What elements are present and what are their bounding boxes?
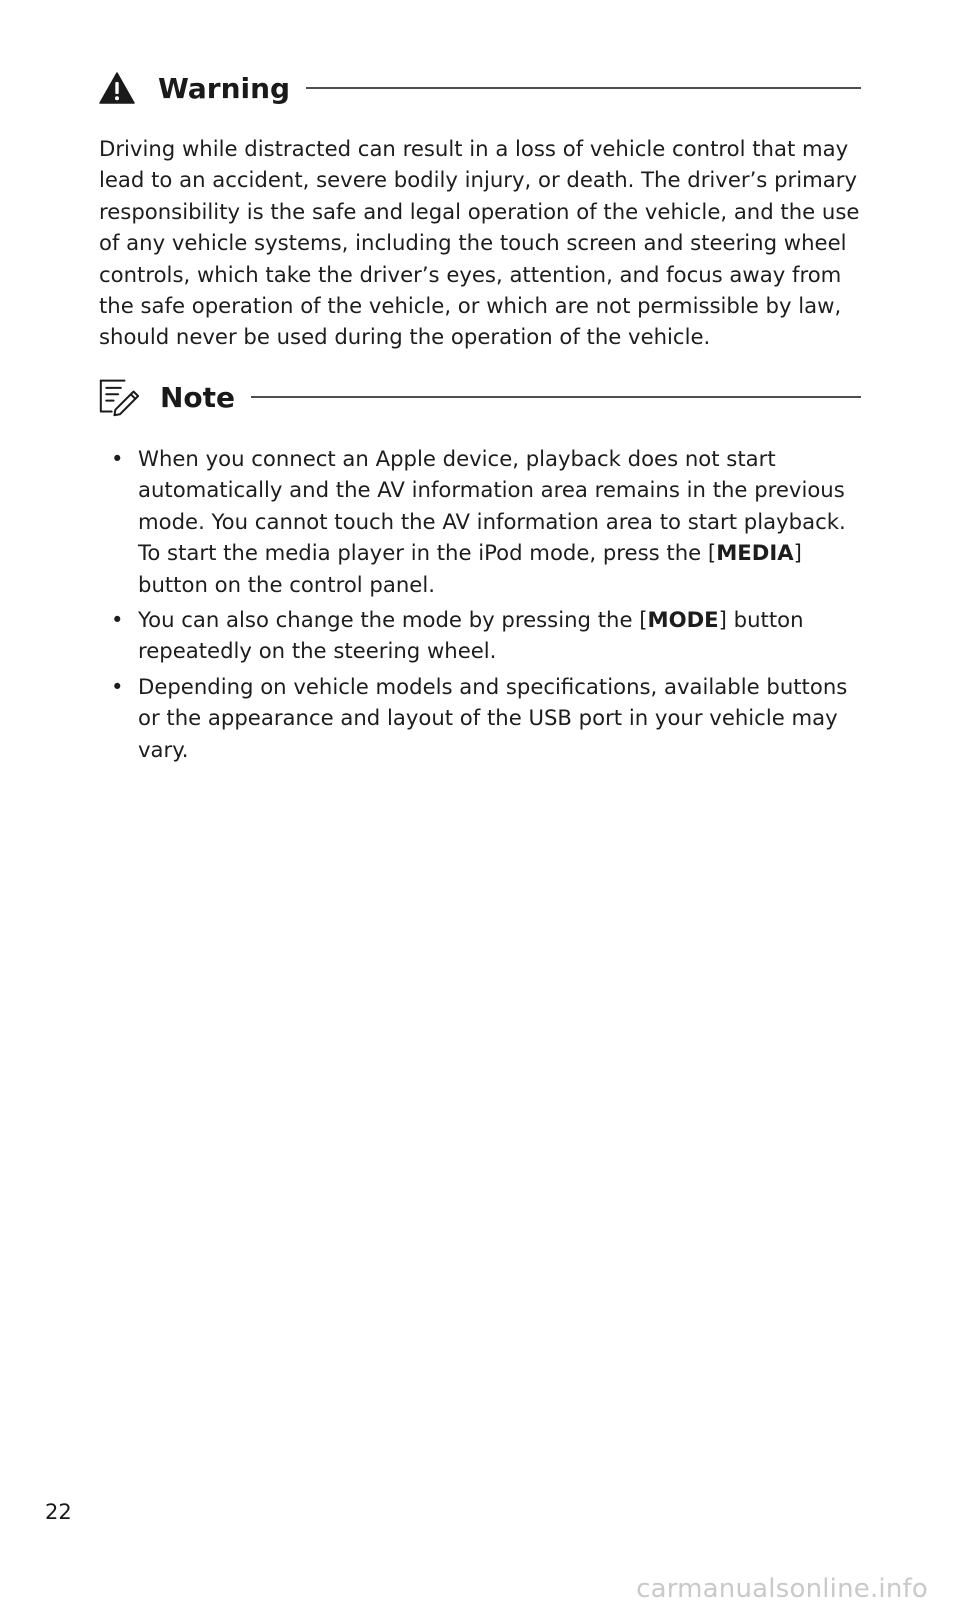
bullet-icon: •: [111, 446, 124, 471]
bullet-icon: •: [111, 607, 124, 633]
mode-key-label: MODE: [647, 607, 719, 633]
bullet-icon: •: [111, 673, 124, 699]
warning-triangle-icon: [99, 68, 139, 108]
note-section: [99, 377, 861, 769]
note-item-text-end: ] button on the control panel.: [138, 540, 802, 597]
warning-text: Driving while distracted can result in a loss of vehicle control that may lead to an accident, severe bodily injury, or death. The driver’s primary responsibility is the safe and legal operation of the vehicle, and the use of any vehicle systems, including the touch screen and steering wheel controls, which take the driver’s eyes, attention, and focus away from the safe operation of the vehicle, or which are not permissible by law, should never be used during the operation of the vehicle.: [99, 136, 860, 350]
note-pencil-icon: [99, 377, 139, 417]
list-item: [99, 671, 861, 765]
warning-heading: [99, 68, 861, 108]
media-key-label: MEDIA: [716, 540, 794, 566]
note-heading: [99, 377, 861, 417]
note-item-text-end: ] button repeatedly on the steering wheel.: [138, 607, 804, 664]
watermark: carmanualsonline.info: [636, 1574, 928, 1604]
note-divider: [251, 396, 861, 398]
note-item-text: When you connect an Apple device, playback does not start automatically and the AV information area remains in the previous mode. You cannot touch the AV information area to start playback. To start the media player in the iPod mode, press the [: [138, 446, 846, 566]
warning-title: Warning: [158, 71, 291, 105]
note-item-text: You can also change the mode by pressing the [: [138, 607, 648, 633]
list-item: [99, 604, 861, 667]
note-list: [99, 443, 861, 765]
list-item: [99, 443, 861, 600]
page-number: 22: [45, 1500, 72, 1524]
warning-divider: [306, 87, 861, 89]
note-title: Note: [160, 380, 236, 414]
warning-section: [99, 68, 861, 353]
note-item-text: Depending on vehicle models and specifications, available buttons or the appearance and layout of the USB port in your vehicle may vary.: [138, 673, 848, 762]
